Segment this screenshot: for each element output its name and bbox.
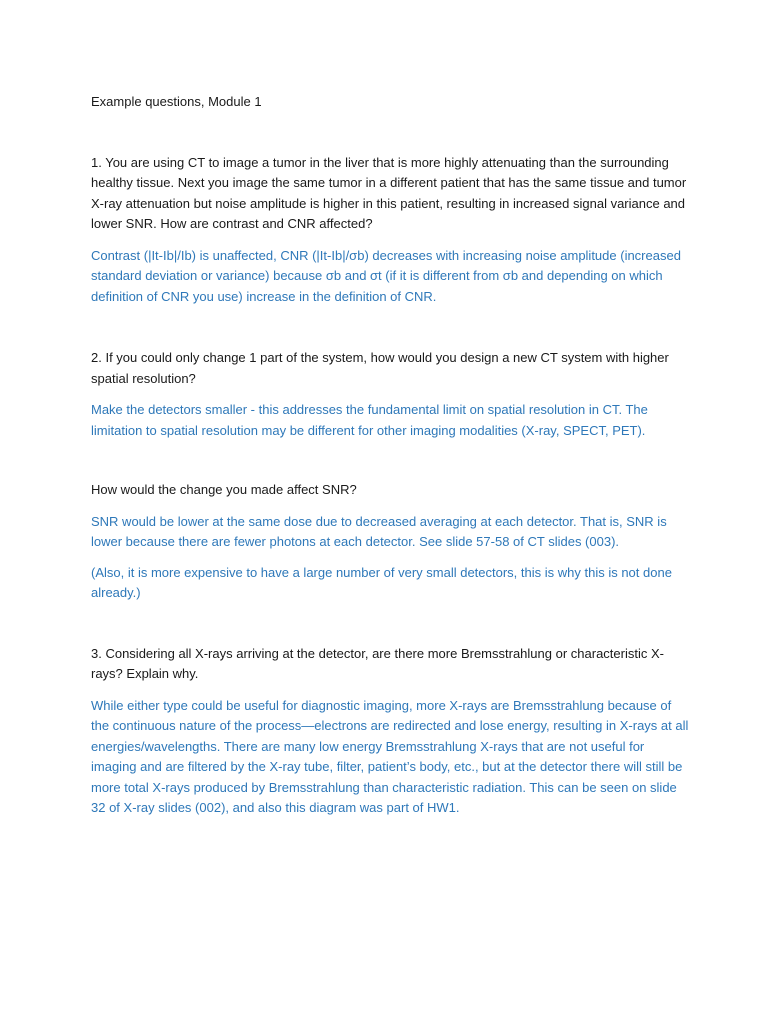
answer-2-followup-note: (Also, it is more expensive to have a large number of very small detectors, this is why this is not done already.) [91,564,672,600]
question-3: 3. Considering all X-rays arriving at the detector, are there more Bremsstrahlung or characteristic X-rays? Explain why. [91,645,664,681]
document-title: Example questions, Module 1 [91,94,262,109]
question-2-followup: How would the change you made affect SNR? [91,482,357,497]
answer-2: Make the detectors smaller - this addresses the fundamental limit on spatial resolution in CT. The limitation to spatial resolution may be different for other imaging modalities (X-ray, SPECT, PET). [91,402,648,438]
answer-3: While either type could be useful for diagnostic imaging, more X-rays are Bremsstrahlung because of the continuous nature of the process—electrons are redirected and lose energy, resulting in X-rays at all energies/wavelengths. There are many low energy Bremsstrahlung X-rays that are not useful for imaging and are filtered by the X-ray tube, filter, patient’s body, etc., but at the detector there will still be more total X-rays produced by Bremsstrahlung than characteristic radiation. This can be seen on slide 32 of X-ray slides (002), and also this diagram was part of HW1. [91,697,689,815]
answer-2-followup: SNR would be lower at the same dose due to decreased averaging at each detector. That is, SNR is lower because there are fewer photons at each detector. See slide 57-58 of CT slides (003). [91,513,667,549]
question-1: 1. You are using CT to image a tumor in the liver that is more highly attenuating than the surrounding healthy tissue. Next you image the same tumor in a different patient that has the same tissue and tumor X-ray attenuation but noise amplitude is higher in this patient, resulting in increased signal variance and lower SNR. How are contrast and CNR affected? [91,154,687,231]
answer-1: Contrast (|It-Ib|/Ib) is unaffected, CNR (|It-Ib|/σb) decreases with increasing noise amplitude (increased standard deviation or variance) because σb and σt (if it is different from σb and depending on which definition of CNR you use) increase in the definition of CNR. [91,247,681,304]
document-page [91,92,691,819]
question-2: 2. If you could only change 1 part of the system, how would you design a new CT system with higher spatial resolution? [91,350,669,386]
